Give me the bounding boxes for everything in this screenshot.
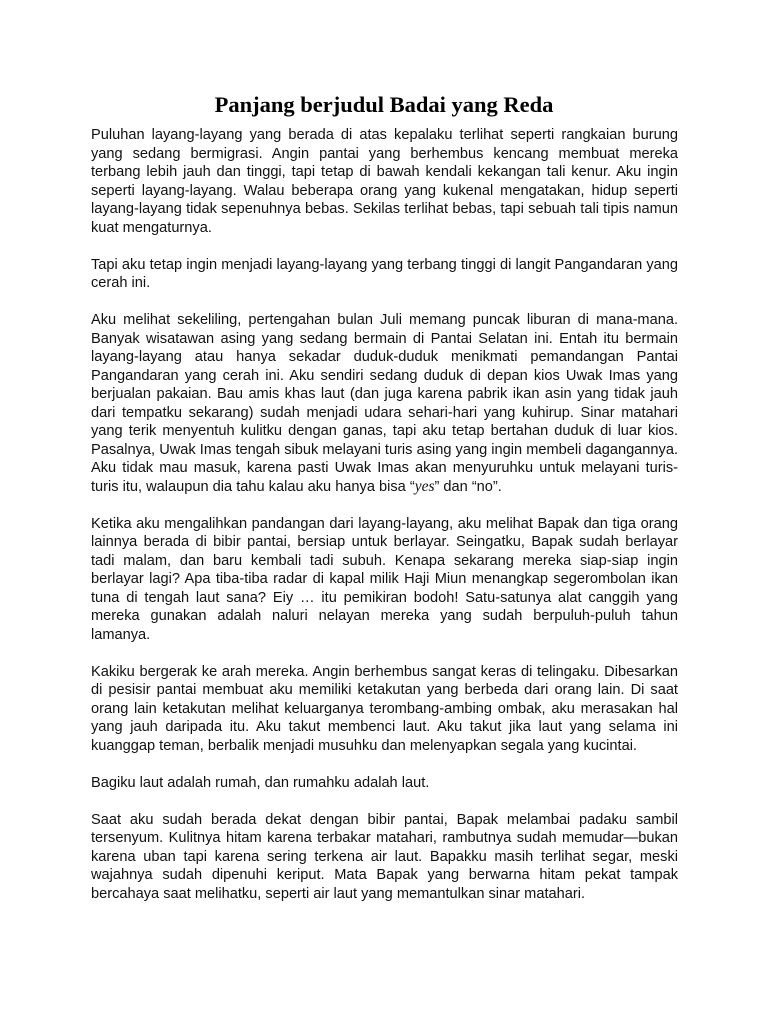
paragraph-5: Kakiku bergerak ke arah mereka. Angin berhembus sangat keras di telingaku. Dibesarkan di pesisir pantai membuat aku memiliki ketakutan yang berbeda dari orang lain. Di saat orang lain ketakutan melihat keluarganya terombang-ambing ombak, aku merasakan hal yang jauh daripada itu. Aku takut membenci laut. Aku takut jika laut yang selama ini kuanggap teman, berbalik menjadi musuhku dan melenyapkan segala yang kucintai. (91, 663, 678, 754)
document-title: Panjang berjudul Badai yang Reda (214, 92, 554, 117)
paragraph-3-yes-word: yes (414, 477, 435, 495)
paragraph-2: Tapi aku tetap ingin menjadi layang-layang yang terbang tinggi di langit Pangandaran yang cerah ini. (91, 256, 678, 291)
paragraph-6: Bagiku laut adalah rumah, dan rumahku adalah laut. (91, 774, 430, 791)
paragraph-3 (91, 311, 678, 496)
paragraph-7: Saat aku sudah berada dekat dengan bibir pantai, Bapak melambai padaku sambil tersenyum. Kulitnya hitam karena terbakar matahari, rambutnya sudah memudar—bukan karena uban tapi karena sering terkena air laut. Bapakku masih terlihat segar, meski wajahnya sudah dipenuhi keriput. Mata Bapak yang berwarna hitam pekat tampak bercahaya saat melihatku, seperti air laut yang memantulkan sinar matahari. (91, 811, 678, 902)
paragraph-3-text-before: Aku melihat sekeliling, pertengahan bulan Juli memang puncak liburan di mana-mana. Banyak wisatawan asing yang sedang bermain di Pantai Selatan ini. Entah itu bermain layang-layang atau hanya sekadar duduk-duduk menikmati pemandangan Pantai Pangandaran yang cerah ini. Aku sendiri sedang duduk di depan kios Uwak Imas yang berjualan pakaian. Bau amis khas laut (dan juga karena pabrik ikan asin yang tidak jauh dari tempatku sekarang) sudah menjadi udara sehari-hari yang kuhirup. Sinar matahari yang terik menyentuh kulitku dengan ganas, tapi aku tetap bertahan duduk di luar kios. Pasalnya, Uwak Imas tengah sibuk melayani turis asing yang ingin membeli dagangannya. Aku tidak mau masuk, karena pasti Uwak Imas akan menyuruhku untuk melayani turis-turis itu, walaupun dia tahu kalau aku hanya bisa “ (91, 312, 678, 495)
document-body (91, 126, 678, 903)
paragraph-1: Puluhan layang-layang yang berada di atas kepalaku terlihat seperti rangkaian burung yang sedang bermigrasi. Angin pantai yang berhembus kencang membuat mereka terbang lebih jauh dan tinggi, tapi tetap di bawah kendali kekangan tali kenur. Aku ingin seperti layang-layang. Walau beberapa orang yang kukenal mengatakan, hidup seperti layang-layang tidak sepenuhnya bebas. Sekilas terlihat bebas, tapi sebuah tali tipis namun kuat mengaturnya. (91, 127, 678, 236)
paragraph-3-text-after: ” dan “no”. (434, 478, 502, 495)
paragraph-4: Ketika aku mengalihkan pandangan dari layang-layang, aku melihat Bapak dan tiga orang lainnya berada di bibir pantai, bersiap untuk berlayar. Seingatku, Bapak sudah berlayar tadi malam, dan baru kembali tadi subuh. Kenapa sekarang mereka siap-siap ingin berlayar lagi? Apa tiba-tiba radar di kapal milik Haji Miun menangkap segerombolan ikan tuna di tengah laut sana? Eiy … itu pemikiran bodoh! Satu-satunya alat canggih yang mereka gunakan adalah naluri nelayan mereka yang sudah berpuluh-puluh tahun lamanya. (91, 515, 678, 643)
